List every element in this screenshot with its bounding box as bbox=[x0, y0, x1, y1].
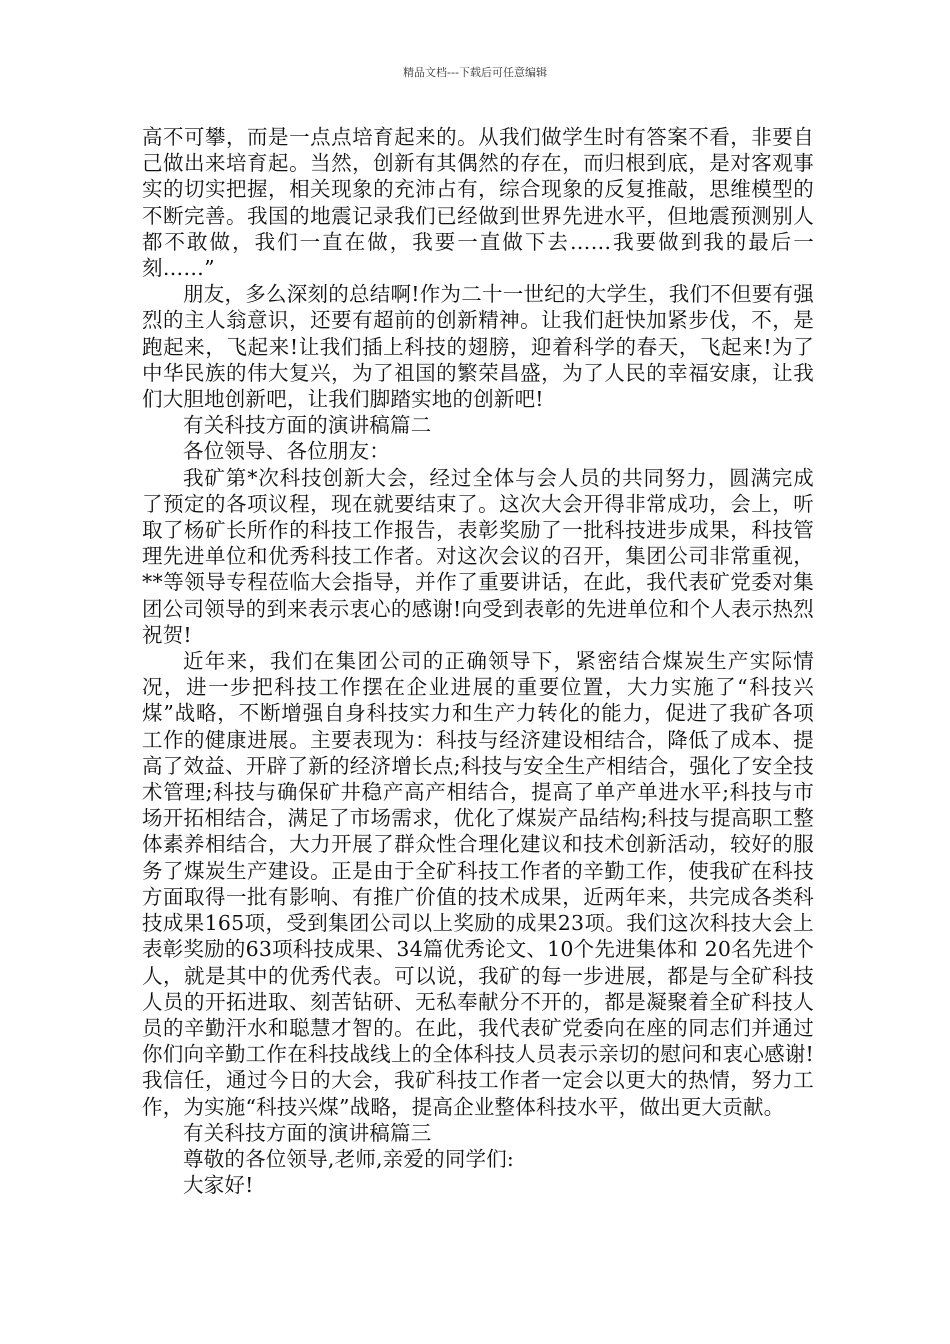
paragraph-1: 高不可攀，而是一点点培育起来的。从我们做学生时有答案不看，非要自己做出来培育起。当然，创新有其偶然的存在，而归根到底，是对客观事实的切实把握，相关现象的充沛占有，综合现象的反复推敲，思维模型的不断完善。我国的地震记录我们已经做到世界先进水平，但地震预测别人都不敢做，我们一直在做，我要一直做下去……我要做到我的最后一刻……” bbox=[142, 125, 814, 281]
salutation-2: 各位领导、各位朋友： bbox=[183, 439, 390, 464]
page-header: 精品文档---下载后可任意编辑 bbox=[403, 66, 547, 79]
paragraph-4: 近年来，我们在集团公司的正确领导下，紧密结合煤炭生产实际情况，进一步把科技工作摆在企业进展的重要位置，大力实施了“科技兴煤”战略，不断增强自身科技实力和生产力转化的能力，促进了我矿各项工作的健康进展。主要表现为：科技与经济建设相结合，降低了成本、提高了效益、开辟了新的经济增长点;科技与安全生产相结合，强化了安全技术管理;科技与确保矿井稳产高产相结合，提高了单产单进水平;科技与市场开拓相结合，满足了市场需求，优化了煤炭产品结构;科技与提高职工整体素养相结合，大力开展了群众性合理化建议和技术创新活动，较好的服务了煤炭生产建设。正是由于全矿科技工作者的辛勤工作，使我矿在科技方面取得一批有影响、有推广价值的技术成果，近两年来，共完成各类科技成果165项，受到集团公司以上奖励的成果23项。我们这次科技大会上表彰奖励的63项科技成果、34篇优秀论文、10个先进集体和 20名先进个人，就是其中的优秀代表。可以说，我矿的每一步进展，都是与全矿科技人员的开拓进取、刻苦钻研、无私奉献分不开的，都是凝聚着全矿科技人员的辛勤汗水和聪慧才智的。在此，我代表矿党委向在座的同志们并通过你们向辛勤工作在科技战线上的全体科技人员表示亲切的慰问和衷心感谢!我信任，通过今日的大会，我矿科技工作者一定会以更大的热情，努力工作，为实施“科技兴煤”战略，提高企业整体科技水平，做出更大贡献。 bbox=[142, 649, 814, 1119]
paragraph-2: 朋友，多么深刻的总结啊!作为二十一世纪的大学生，我们不但要有强烈的主人翁意识，还要有超前的创新精神。让我们赶快加紧步伐，不，是跑起来，飞起来!让我们插上科技的翅膀，迎着科学的春天，飞起来!为了中华民族的伟大复兴，为了祖国的繁荣昌盛，为了人民的幸福安康，让我们大胆地创新吧，让我们脚踏实地的创新吧! bbox=[142, 282, 814, 412]
greeting: 大家好! bbox=[183, 1173, 254, 1198]
salutation-3: 尊敬的各位领导,老师,亲爱的同学们: bbox=[183, 1146, 515, 1171]
section-heading-2: 有关科技方面的演讲稿篇二 bbox=[183, 413, 432, 438]
section-heading-3: 有关科技方面的演讲稿篇三 bbox=[183, 1120, 432, 1145]
paragraph-3: 我矿第*次科技创新大会，经过全体与会人员的共同努力，圆满完成了预定的各项议程，现在就要结束了。这次大会开得非常成功，会上，听取了杨矿长所作的科技工作报告，表彰奖励了一批科技进步成果，科技管理先进单位和优秀科技工作者。对这次会议的召开，集团公司非常重视， **等领导专程莅临大会指导，并作了重要讲话，在此，我代表矿党委对集团公司领导的到来表示衷心的感谢!向受到表彰的先进单位和个人表示热烈祝贺! bbox=[142, 465, 814, 647]
document-body bbox=[142, 124, 814, 1198]
